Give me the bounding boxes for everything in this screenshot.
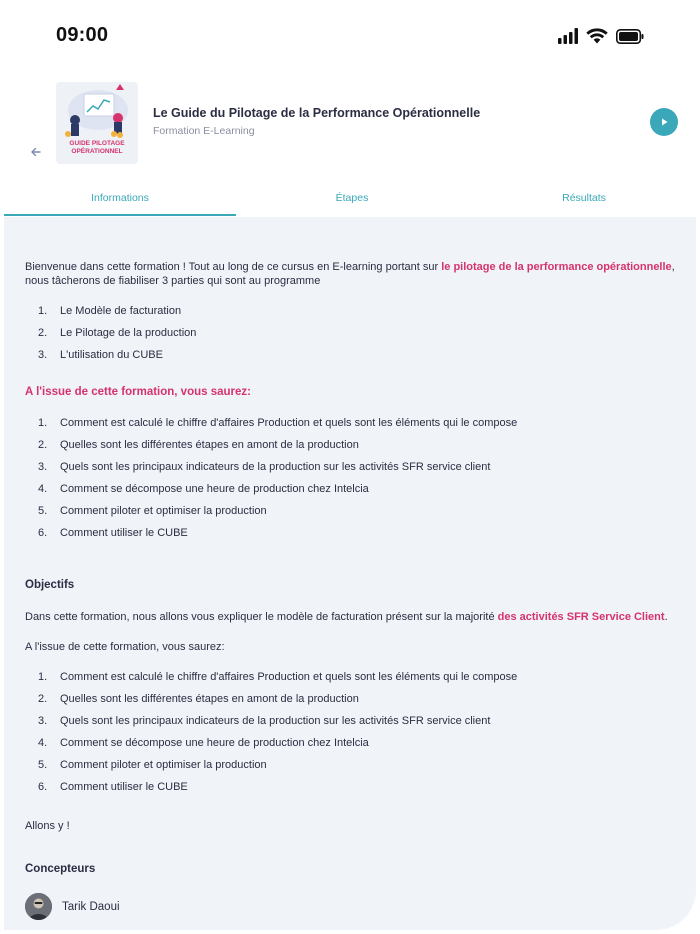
outro-text: Allons y !: [25, 820, 70, 832]
intro-highlight: le pilotage de la performance opérationnelle: [441, 261, 672, 273]
list-item: 2. Quelles sont les différentes étapes en amont de la production: [38, 439, 359, 451]
tab-label: Résultats: [562, 192, 606, 204]
course-thumbnail: [56, 82, 138, 164]
list-item: 5. Comment piloter et optimiser la production: [38, 759, 267, 771]
tab-resultats[interactable]: [468, 168, 700, 216]
list-item: 1. Le Modèle de facturation: [38, 305, 182, 317]
tab-etapes[interactable]: [236, 168, 468, 216]
list-item: 3. Quels sont les principaux indicateurs de la production sur les activités SFR service client: [38, 461, 491, 473]
list-item: 6. Comment utiliser le CUBE: [38, 527, 188, 539]
outcomes-list: [25, 412, 517, 544]
designer-name: Tarik Daoui: [62, 900, 120, 913]
play-button[interactable]: [650, 108, 678, 136]
signal-icon: [558, 28, 578, 44]
objectives-intro: A l'issue de cette formation, vous saurez:: [25, 641, 225, 653]
thumbnail-illustration: [56, 82, 138, 142]
list-item: 4. Comment se décompose une heure de production chez Intelcia: [38, 483, 369, 495]
list-item: 4. Comment se décompose une heure de production chez Intelcia: [38, 737, 369, 749]
informations-panel: [4, 217, 696, 930]
objectives-heading: Objectifs: [25, 579, 75, 591]
intro-line-1: Bienvenue dans cette formation ! Tout au long de ce cursus en E-learning portant sur le pilotage de la performance opérationnelle,: [25, 261, 675, 273]
objectives-text: Dans cette formation, nous allons vous expliquer le modèle de facturation présent sur la majorité des activités SFR Service Client.: [25, 611, 668, 623]
tab-label: Étapes: [335, 192, 369, 204]
parts-list: [25, 300, 196, 366]
play-icon: [659, 117, 669, 127]
thumbnail-caption: GUIDE PILOTAGE OPÉRATIONNEL: [69, 140, 125, 155]
tab-informations[interactable]: [4, 168, 236, 216]
list-item: 1. Comment est calculé le chiffre d'affaires Production et quels sont les éléments qui le compose: [38, 671, 518, 683]
course-title: Le Guide du Pilotage de la Performance Opérationnelle: [153, 106, 481, 120]
avatar: [25, 893, 52, 920]
designer-entry: [25, 893, 120, 920]
back-arrow-icon[interactable]: [28, 144, 44, 160]
objectives-outcomes-list: [25, 666, 517, 798]
list-item: 3. L'utilisation du CUBE: [38, 349, 163, 361]
list-item: 1. Comment est calculé le chiffre d'affaires Production et quels sont les éléments qui le compose: [38, 417, 518, 429]
list-item: 5. Comment piloter et optimiser la production: [38, 505, 267, 517]
tab-label: Informations: [91, 192, 149, 204]
tab-bar: [4, 168, 700, 216]
designers-heading: Concepteurs: [25, 863, 96, 875]
status-bar: [0, 0, 700, 76]
wifi-icon: [586, 28, 608, 44]
list-item: 2. Le Pilotage de la production: [38, 327, 197, 339]
status-icons: [558, 28, 644, 44]
list-item: 2. Quelles sont les différentes étapes en amont de la production: [38, 693, 359, 705]
battery-icon: [616, 29, 644, 44]
course-type: Formation E-Learning: [153, 125, 255, 137]
objectives-highlight: des activités SFR Service Client: [497, 611, 665, 623]
status-time: 09:00: [56, 24, 109, 46]
list-item: 6. Comment utiliser le CUBE: [38, 781, 188, 793]
intro-line-2: nous tâcherons de fiabiliser 3 parties qui sont au programme: [25, 275, 321, 287]
outcomes-heading: A l'issue de cette formation, vous saurez:: [25, 386, 251, 398]
list-item: 3. Quels sont les principaux indicateurs de la production sur les activités SFR service client: [38, 715, 491, 727]
person-icon: [25, 893, 52, 920]
